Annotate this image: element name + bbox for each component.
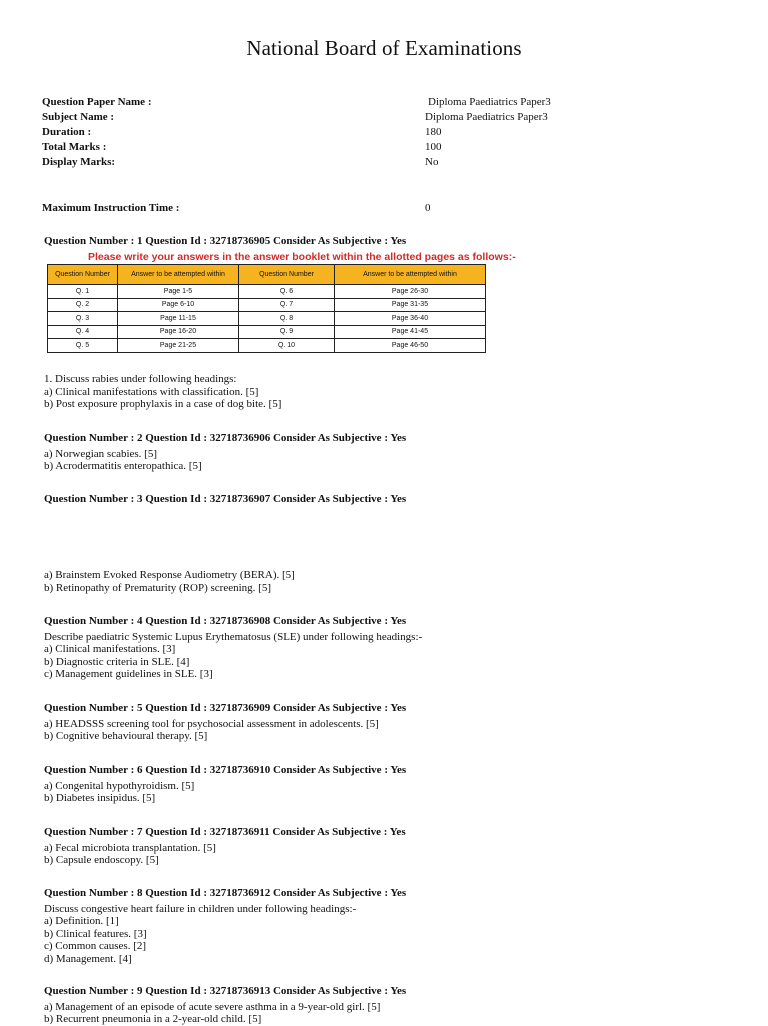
table-cell: Q. 6 xyxy=(239,285,335,299)
question-header: Question Number : 7 Question Id : 32718736911 Consider As Subjective : Yes xyxy=(44,826,406,838)
meta-label: Display Marks: xyxy=(42,156,116,168)
table-cell: Q. 9 xyxy=(239,325,335,339)
question-line: a) Definition. [1] xyxy=(44,915,119,927)
table-row xyxy=(48,312,486,326)
question-1 xyxy=(44,235,734,251)
question-header: Question Number : 2 Question Id : 32718736906 Consider As Subjective : Yes xyxy=(44,432,407,444)
table-row xyxy=(48,285,486,299)
table-row xyxy=(48,325,486,339)
page-title: National Board of Examinations xyxy=(246,36,522,60)
question-line: a) Congenital hypothyroidism. [5] xyxy=(44,779,195,792)
table-cell: Q. 2 xyxy=(48,298,118,312)
question-line: b) Recurrent pneumonia in a 2-year-old child. [5] xyxy=(44,1013,262,1025)
question-line: b) Post exposure prophylaxis in a case of dog bite. [5] xyxy=(44,398,282,410)
table-cell: Q. 4 xyxy=(48,325,118,339)
table-cell: Q. 1 xyxy=(48,285,118,299)
question-header: Question Number : 9 Question Id : 32718736913 Consider As Subjective : Yes xyxy=(44,985,407,997)
question-line: a) Fecal microbiota transplantation. [5] xyxy=(44,841,216,854)
table-cell: Page 36-40 xyxy=(335,312,486,326)
question-2 xyxy=(44,432,734,473)
question-line: b) Retinopathy of Prematurity (ROP) screening. [5] xyxy=(44,581,271,594)
question-line: c) Management guidelines in SLE. [3] xyxy=(44,668,213,680)
question-header: Question Number : 3 Question Id : 32718736907 Consider As Subjective : Yes xyxy=(44,493,407,505)
question-line: a) Brainstem Evoked Response Audiometry (BERA). [5] xyxy=(44,569,295,581)
question-line: b) Cognitive behavioural therapy. [5] xyxy=(44,730,208,742)
question-line: c) Common causes. [2] xyxy=(44,940,147,952)
table-cell: Q. 10 xyxy=(239,339,335,353)
table-cell: Q. 8 xyxy=(239,312,335,326)
meta-value: No xyxy=(425,156,439,168)
table-cell: Page 21-25 xyxy=(118,339,239,353)
table-cell: Q. 7 xyxy=(239,298,335,312)
table-cell: Q. 3 xyxy=(48,312,118,326)
meta-label: Subject Name : xyxy=(42,111,115,123)
table-cell: Page 31-35 xyxy=(335,298,486,312)
table-cell: Page 1-5 xyxy=(118,285,239,299)
table-row xyxy=(48,298,486,312)
question-5 xyxy=(44,702,734,743)
max-instruction-time-value: 0 xyxy=(425,202,431,214)
question-1-body xyxy=(44,373,734,411)
question-header: Question Number : 5 Question Id : 32718736909 Consider As Subjective : Yes xyxy=(44,702,407,714)
table-header-cell: Answer to be attempted within xyxy=(335,265,486,285)
question-line: b) Diabetes insipidus. [5] xyxy=(44,792,156,804)
meta-value: Diploma Paediatrics Paper3 xyxy=(428,96,551,108)
table-header-cell: Question Number xyxy=(239,265,335,285)
question-8 xyxy=(44,887,734,965)
question-6 xyxy=(44,764,734,805)
question-line: a) Management of an episode of acute severe asthma in a 9-year-old girl. [5] xyxy=(44,1000,381,1013)
question-line: a) Norwegian scabies. [5] xyxy=(44,447,158,460)
question-line: b) Diagnostic criteria in SLE. [4] xyxy=(44,655,190,668)
question-line: b) Acrodermatitis enteropathica. [5] xyxy=(44,460,202,472)
question-line: Describe paediatric Systemic Lupus Erythematosus (SLE) under following headings:- xyxy=(44,630,423,643)
question-header: Question Number : 4 Question Id : 32718736908 Consider As Subjective : Yes xyxy=(44,615,407,627)
question-3-body xyxy=(44,569,734,594)
question-header: Question Number : 1 Question Id : 32718736905 Consider As Subjective : Yes xyxy=(44,235,407,247)
question-4 xyxy=(44,615,734,681)
question-line: b) Capsule endoscopy. [5] xyxy=(44,854,159,866)
table-header-cell: Question Number xyxy=(48,265,118,285)
question-line: d) Management. [4] xyxy=(44,952,132,965)
meta-values xyxy=(425,95,551,170)
instruction-text: Please write your answers in the answer booklet within the allotted pages as follows:- xyxy=(88,251,516,263)
question-line: Discuss congestive heart failure in children under following headings:- xyxy=(44,902,357,915)
table-row xyxy=(48,339,486,353)
meta-label: Total Marks : xyxy=(42,141,107,153)
meta-value: 180 xyxy=(425,126,442,138)
question-line: b) Clinical features. [3] xyxy=(44,927,147,940)
question-line: a) HEADSSS screening tool for psychosocial assessment in adolescents. [5] xyxy=(44,717,379,730)
question-9 xyxy=(44,985,734,1026)
meta-label: Question Paper Name : xyxy=(42,96,152,108)
question-7 xyxy=(44,826,734,867)
table-header-cell: Answer to be attempted within xyxy=(118,265,239,285)
question-line: a) Clinical manifestations. [3] xyxy=(44,643,176,655)
table-cell: Page 41-45 xyxy=(335,325,486,339)
meta-labels xyxy=(42,95,151,170)
page-allocation-table xyxy=(47,264,486,353)
question-3 xyxy=(44,493,734,509)
question-line: a) Clinical manifestations with classification. [5] xyxy=(44,385,259,398)
meta-value: 100 xyxy=(425,141,442,153)
meta-label: Duration : xyxy=(42,126,92,138)
table-header-row xyxy=(48,265,486,285)
meta-value: Diploma Paediatrics Paper3 xyxy=(425,111,548,123)
table-cell: Page 11-15 xyxy=(118,312,239,326)
max-instruction-time-label: Maximum Instruction Time : xyxy=(42,202,180,214)
question-line: 1. Discuss rabies under following headings: xyxy=(44,373,237,385)
question-header: Question Number : 8 Question Id : 32718736912 Consider As Subjective : Yes xyxy=(44,887,407,899)
table-cell: Page 46-50 xyxy=(335,339,486,353)
table-cell: Page 26-30 xyxy=(335,285,486,299)
table-cell: Page 16-20 xyxy=(118,325,239,339)
question-header: Question Number : 6 Question Id : 32718736910 Consider As Subjective : Yes xyxy=(44,764,407,776)
table-cell: Page 6-10 xyxy=(118,298,239,312)
table-cell: Q. 5 xyxy=(48,339,118,353)
